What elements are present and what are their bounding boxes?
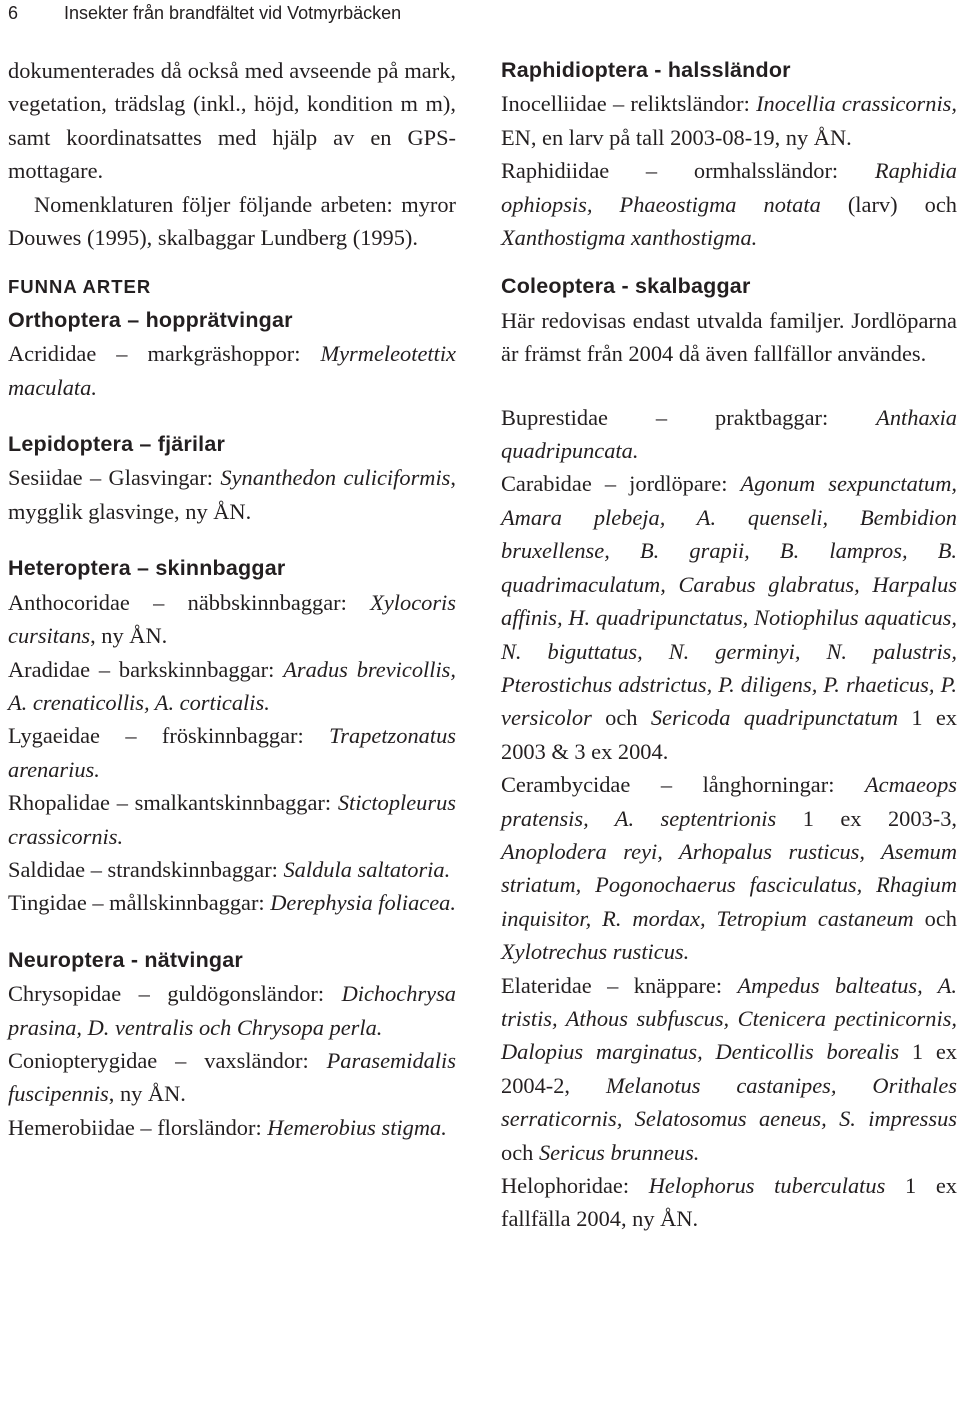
species-names: Trapetzonatus arenarius. <box>8 723 456 782</box>
family-name: Aradidae – barkskinnbaggar: <box>8 656 284 682</box>
taxon-entry <box>8 461 456 528</box>
family-name: Carabidae – jordlöpare: <box>501 471 741 497</box>
family-name: Inocelliidae – reliktsländor: <box>501 91 757 117</box>
taxon-entry <box>501 969 957 1169</box>
entry-note: , ny ÅN. <box>108 1081 186 1107</box>
taxon-entry <box>8 977 456 1044</box>
family-name: Acrididae – markgräshoppor: <box>8 341 321 367</box>
taxon-entry <box>8 337 456 404</box>
species-names: Derephysia foliacea. <box>270 890 456 916</box>
species-names: Parasemidalis fuscipennis <box>8 1047 456 1107</box>
family-name: Rhopalidae – smalkantskinnbaggar: <box>8 790 338 816</box>
entry-note: 1 ex fallfälla 2004, ny ÅN. <box>501 1173 957 1232</box>
species-names: Dichochrysa prasina, D. ventralis och Chrysopa perla. <box>8 981 456 1040</box>
taxon-entry <box>8 886 456 919</box>
species-names: Saldula saltatoria. <box>283 856 451 882</box>
family-name: Saldidae – strandskinnbaggar: <box>8 856 284 882</box>
entry-note: 1 ex 2003 & 3 ex 2004. <box>501 705 957 764</box>
taxon-entry <box>8 1111 456 1144</box>
species-names: Anoplodera reyi, Arhopalus rusticus, Asemum striatum, Pogonochaerus fasciculatus, Rhagium inquisitor, R. mordax, Tetropium castaneum <box>501 838 957 931</box>
taxon-entry <box>501 1169 957 1236</box>
species-names: Sericus brunneus. <box>538 1139 700 1165</box>
left-column <box>8 54 456 1144</box>
taxon-entry <box>8 853 456 886</box>
order-heading-orthoptera: Orthoptera – hopprätvingar <box>8 307 293 332</box>
running-title: Insekter från brandfältet vid Votmyrbäcken <box>64 3 402 23</box>
species-names: Sericoda quadripunctatum <box>650 705 898 731</box>
entry-note: 1 ex 2004-2, <box>501 1039 957 1098</box>
family-name: Raphidiidae – ormhalssländor: <box>501 158 875 184</box>
entry-note: (larv) och <box>820 191 957 217</box>
intro-paragraph: dokumenterades då också med avseende på mark, vegetation, trädslag (inkl., höjd, kondition m m), samt koordinatsattes med hjälp av en GPS-mottagare. <box>8 58 456 184</box>
family-name: Cerambycidae – långhorningar: <box>501 772 865 798</box>
nomenclature-paragraph: Nomenklaturen följer följande arbeten: myror Douwes (1995), skalbaggar Lundberg (1995). <box>8 191 456 251</box>
page-header <box>0 0 960 40</box>
taxon-entry <box>8 586 456 653</box>
species-names: Xylocoris cursitans <box>8 589 456 649</box>
taxon-entry <box>501 87 957 154</box>
family-name: Coniopterygidae – vaxsländor: <box>8 1047 327 1073</box>
taxon-entry <box>8 653 456 720</box>
species-names: Myrmeleotettix maculata. <box>8 341 456 400</box>
entry-note: , mygglik glasvinge, ny ÅN. <box>8 465 456 524</box>
entry-note: och <box>913 905 957 931</box>
taxon-entry <box>501 467 957 768</box>
taxon-entry <box>501 401 957 468</box>
species-names: Xylotrechus rusticus. <box>501 939 690 965</box>
order-heading-heteroptera: Heteroptera – skinnbaggar <box>8 556 286 581</box>
species-names: Stictopleurus crassicornis. <box>8 790 456 849</box>
species-names: Raphidia ophiopsis, Phaeostigma notata <box>501 158 957 217</box>
family-name: Elateridae – knäppare: <box>501 972 738 998</box>
family-name: Anthocoridae – näbbskinnbaggar: <box>8 589 371 615</box>
entry-note: 1 ex 2003-3, <box>776 805 958 831</box>
coleoptera-intro: Här redovisas endast utvalda familjer. Jordlöparna är främst från 2004 då även fallfällor användes. <box>501 307 957 367</box>
family-name: Sesiidae – Glasvingar: <box>8 465 221 491</box>
species-names: Aradus brevicollis, A. crenaticollis, A. corticalis. <box>8 656 456 715</box>
order-heading-lepidoptera: Lepidoptera – fjärilar <box>8 432 226 457</box>
species-names: Anthaxia quadripuncata. <box>501 404 957 464</box>
species-names: Melanotus castanipes, Orithales serraticornis, Selatosomus aeneus, S. impressus <box>501 1072 957 1132</box>
taxon-entry <box>501 768 957 968</box>
species-names: Synanthedon culiciformis <box>220 465 451 491</box>
family-name: Buprestidae – praktbaggar: <box>501 404 877 430</box>
species-names: Ampedus balteatus, A. tristis, Athous subfuscus, Ctenicera pectinicornis, Dalopius marginatus, Denticollis borealis <box>501 972 957 1065</box>
family-name: Tingidae – mållskinnbaggar: <box>8 890 271 916</box>
taxon-entry <box>8 1044 456 1111</box>
right-column <box>501 54 957 1236</box>
species-names: Hemerobius stigma. <box>267 1114 447 1140</box>
page-number: 6 <box>8 3 19 23</box>
species-names: Inocellia crassicornis, <box>756 91 957 117</box>
entry-note: , ny ÅN. <box>90 623 168 649</box>
species-names: Agonum sexpunctatum, Amara plebeja, A. quenseli, Bembidion bruxellense, B. grapii, B. lampros, B. quadrimaculatum, Carabus glabratus, Harpalus affinis, H. quadripunctatus, Notiophilus aquaticus, N. biguttatus, N. germinyi, N. palustris, Pterostichus adstrictus, P. diligens, P. rhaeticus, P. versicolor <box>501 471 957 731</box>
entry-note: och <box>501 1139 539 1165</box>
order-heading-neuroptera: Neuroptera - nätvingar <box>8 947 243 972</box>
entry-note: och <box>591 705 651 731</box>
section-heading-funna-arter: FUNNA ARTER <box>8 276 152 298</box>
species-names: Helophorus tuberculatus <box>648 1173 886 1198</box>
taxon-entry <box>8 719 456 786</box>
order-heading-coleoptera: Coleoptera - skalbaggar <box>501 274 751 299</box>
species-names: Acmaeops pratensis, A. septentrionis <box>501 772 957 831</box>
taxon-entry <box>501 154 957 254</box>
family-name: Helophoridae: <box>501 1173 649 1198</box>
family-name: Lygaeidae – fröskinnbaggar: <box>8 723 330 749</box>
family-name: Hemerobiidae – florsländor: <box>8 1114 268 1140</box>
order-heading-raphidioptera: Raphidioptera - halssländor <box>501 58 791 82</box>
species-names: Xanthostigma xanthostigma. <box>501 225 758 251</box>
taxon-entry <box>8 786 456 853</box>
family-name: Chrysopidae – guldögonsländor: <box>8 981 342 1007</box>
entry-note: EN, en larv på tall 2003-08-19, ny ÅN. <box>501 124 852 150</box>
